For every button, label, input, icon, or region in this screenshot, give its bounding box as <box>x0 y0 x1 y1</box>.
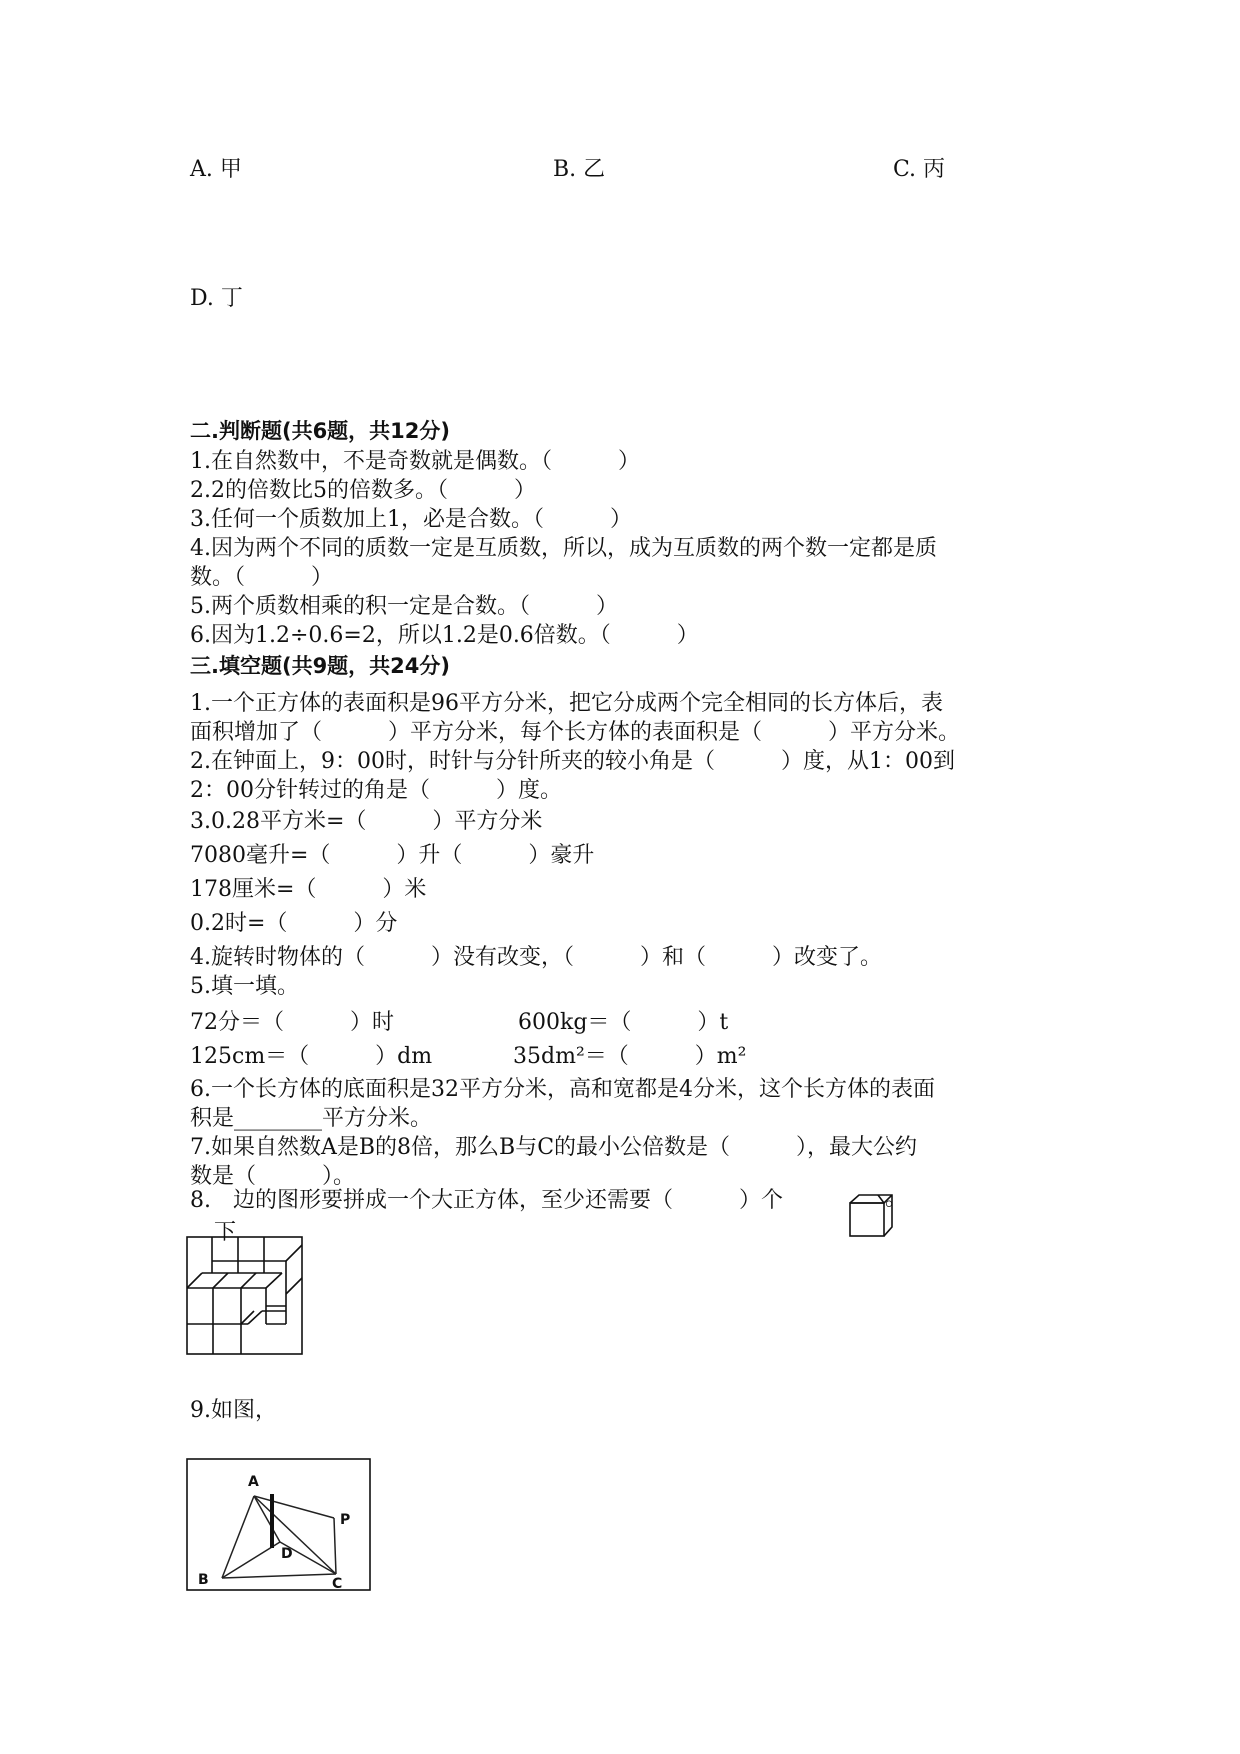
fill-q5-item4: 35dm²＝（ ）m² <box>513 1044 747 1069</box>
fill-q6-line1: 6.一个长方体的底面积是32平方分米，高和宽都是4分米，这个长方体的表面 <box>190 1077 935 1102</box>
judge-q5: 5.两个质数相乘的积一定是合数。（ ） <box>190 594 618 619</box>
judge-q4-line1: 4.因为两个不同的质数一定是互质数，所以，成为互质数的两个数一定都是质 <box>190 536 937 561</box>
section-2-title: 二.判断题(共6题，共12分) <box>190 419 451 443</box>
judge-q6: 6.因为1.2÷0.6=2，所以1.2是0.6倍数。（ ） <box>190 623 699 648</box>
label-p: P <box>340 1512 351 1528</box>
fill-q1-line1: 1.一个正方体的表面积是96平方分米，把它分成两个完全相同的长方体后，表 <box>190 691 943 716</box>
fill-q2-line1: 2.在钟面上，9：00时，时针与分针所夹的较小角是（ ）度，从1：00到 <box>190 749 955 774</box>
fill-q8-text: 8. 边的图形要拼成一个大正方体，至少还需要（ ）个 <box>190 1188 783 1213</box>
fill-q5-item1: 72分＝（ ）时 <box>190 1010 394 1035</box>
fill-q5-item2: 600kg＝（ ）t <box>518 1010 729 1035</box>
fill-q8-end: 。 <box>885 1186 908 1211</box>
fill-q5-item3: 125cm＝（ ）dm <box>190 1044 433 1069</box>
fill-q8-xia: 下 <box>214 1220 237 1245</box>
judge-q1: 1.在自然数中，不是奇数就是偶数。（ ） <box>190 449 640 474</box>
fill-q1-line2: 面积增加了（ ）平方分米，每个长方体的表面积是（ ）平方分米。 <box>190 720 961 745</box>
option-d: D. 丁 <box>190 286 243 311</box>
fill-q3-line4: 0.2时=（ ）分 <box>190 911 398 936</box>
fill-q9: 9.如图， <box>190 1398 277 1423</box>
label-b: B <box>198 1572 209 1588</box>
judge-q4-line2: 数。（ ） <box>190 565 334 590</box>
fill-q7-line1: 7.如果自然数A是B的8倍，那么B与C的最小公倍数是（ ），最大公约 <box>190 1135 918 1160</box>
label-c: C <box>332 1576 343 1592</box>
section-3-title: 三.填空题(共9题，共24分) <box>190 654 451 678</box>
stacked-cubes-figure <box>186 1236 304 1356</box>
option-b: B. 乙 <box>553 157 606 182</box>
fill-q4: 4.旋转时物体的（ ）没有改变，（ ）和（ ）改变了。 <box>190 945 882 970</box>
judge-q2: 2.2的倍数比5的倍数多。（ ） <box>190 478 536 503</box>
label-d: D <box>281 1546 293 1562</box>
judge-q3: 3.任何一个质数加上1，必是合数。（ ） <box>190 507 632 532</box>
fill-q3-line3: 178厘米=（ ）米 <box>190 877 427 902</box>
option-a: A. 甲 <box>190 157 242 182</box>
option-c: C. 丙 <box>893 157 946 182</box>
label-a: A <box>248 1474 259 1490</box>
fill-q7-line2: 数是（ ）。 <box>190 1164 356 1189</box>
unit-cube-figure <box>849 1194 893 1238</box>
fill-q3-line1: 3.0.28平方米=（ ）平方分米 <box>190 809 543 834</box>
fill-q2-line2: 2：00分针转过的角是（ ）度。 <box>190 778 562 803</box>
fill-q3-line2: 7080毫升=（ ）升（ ）豪升 <box>190 843 595 868</box>
fill-q5-title: 5.填一填。 <box>190 974 299 999</box>
pyramid-figure <box>186 1458 372 1592</box>
fill-q6-line2: 积是________平方分米。 <box>190 1106 433 1131</box>
